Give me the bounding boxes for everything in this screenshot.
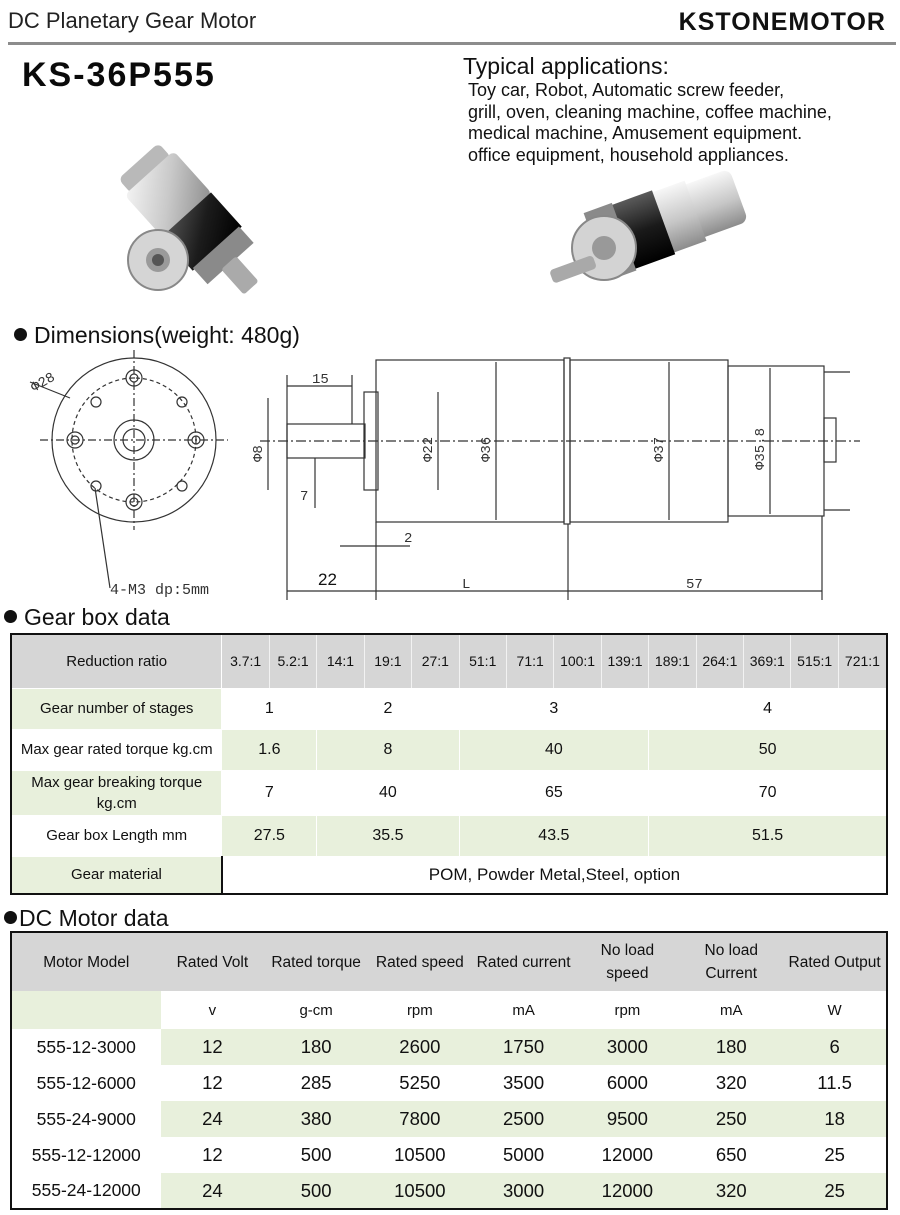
breaking-torque-cell: 7 bbox=[222, 770, 317, 815]
units-row bbox=[11, 991, 887, 1029]
table-row bbox=[11, 1137, 887, 1173]
motor-model-cell: 555-12-3000 bbox=[11, 1029, 161, 1065]
row-label: Reduction ratio bbox=[11, 634, 222, 688]
ratio-cell: 189:1 bbox=[649, 634, 696, 688]
dim-gear-dia: Φ36 bbox=[479, 436, 495, 462]
table-cell: 12 bbox=[161, 1137, 265, 1173]
table-cell: 285 bbox=[264, 1065, 368, 1101]
dim-motor-dia: Φ37 bbox=[652, 436, 668, 462]
ratio-cell: 71:1 bbox=[506, 634, 553, 688]
table-cell: 650 bbox=[679, 1137, 783, 1173]
table-cell: 3500 bbox=[472, 1065, 576, 1101]
row-label: Max gear breaking torque kg.cm bbox=[11, 770, 222, 815]
stages-cell: 4 bbox=[649, 688, 887, 729]
ratio-cell: 3.7:1 bbox=[222, 634, 269, 688]
ratio-cell: 51:1 bbox=[459, 634, 506, 688]
motor-table bbox=[10, 931, 888, 1210]
table-cell: 5250 bbox=[368, 1065, 472, 1101]
table-cell: 250 bbox=[679, 1101, 783, 1137]
rated-torque-cell: 40 bbox=[459, 729, 649, 770]
ratio-cell: 14:1 bbox=[317, 634, 364, 688]
breaking-torque-cell: 65 bbox=[459, 770, 649, 815]
table-cell: 3000 bbox=[575, 1029, 679, 1065]
table-row bbox=[11, 688, 887, 729]
ratio-cell: 100:1 bbox=[554, 634, 601, 688]
table-row bbox=[11, 815, 887, 856]
table-row bbox=[11, 1065, 887, 1101]
table-row bbox=[11, 770, 887, 815]
unit-cell bbox=[11, 991, 161, 1029]
column-header: Motor Model bbox=[11, 932, 161, 991]
motor-model-cell: 555-12-12000 bbox=[11, 1137, 161, 1173]
column-header: Rated current bbox=[472, 932, 576, 991]
table-cell: 10500 bbox=[368, 1173, 472, 1209]
motor-model-cell: 555-24-12000 bbox=[11, 1173, 161, 1209]
ratio-cell: 139:1 bbox=[601, 634, 648, 688]
breaking-torque-cell: 70 bbox=[649, 770, 887, 815]
table-row bbox=[11, 1029, 887, 1065]
row-label: Gear number of stages bbox=[11, 688, 222, 729]
table-row bbox=[11, 856, 887, 894]
dim-collar: 2 bbox=[404, 531, 413, 547]
ratio-cell: 721:1 bbox=[838, 634, 887, 688]
dimension-drawing bbox=[0, 350, 900, 605]
table-cell: 2600 bbox=[368, 1029, 472, 1065]
motor-model-cell: 555-12-6000 bbox=[11, 1065, 161, 1101]
unit-cell: rpm bbox=[368, 991, 472, 1029]
table-cell: 500 bbox=[264, 1137, 368, 1173]
page-title: DC Planetary Gear Motor bbox=[8, 8, 257, 33]
ratio-cell: 5.2:1 bbox=[269, 634, 316, 688]
ratio-cell: 369:1 bbox=[744, 634, 791, 688]
unit-cell: g-cm bbox=[264, 991, 368, 1029]
table-cell: 25 bbox=[783, 1173, 887, 1209]
bullet-icon bbox=[4, 610, 17, 623]
unit-cell: rpm bbox=[575, 991, 679, 1029]
dim-front-len: 22 bbox=[318, 570, 337, 589]
applications-line: Toy car, Robot, Automatic screw feeder, bbox=[468, 80, 785, 100]
table-row bbox=[11, 729, 887, 770]
motor-heading: DC Motor data bbox=[4, 905, 169, 932]
column-header: No load speed bbox=[575, 932, 679, 991]
table-cell: 12000 bbox=[575, 1137, 679, 1173]
table-cell: 25 bbox=[783, 1137, 887, 1173]
table-cell: 180 bbox=[679, 1029, 783, 1065]
row-label: Max gear rated torque kg.cm bbox=[11, 729, 222, 770]
table-cell: 24 bbox=[161, 1173, 265, 1209]
table-cell: 380 bbox=[264, 1101, 368, 1137]
table-cell: 6 bbox=[783, 1029, 887, 1065]
table-cell: 7800 bbox=[368, 1101, 472, 1137]
column-header: Rated Volt bbox=[161, 932, 265, 991]
ratio-cell: 264:1 bbox=[696, 634, 743, 688]
dim-shaft-dia: Φ8 bbox=[251, 445, 267, 462]
table-cell: 11.5 bbox=[783, 1065, 887, 1101]
column-header: Rated Output bbox=[783, 932, 887, 991]
brand-name: KSTONEMOTOR bbox=[678, 8, 886, 36]
length-cell: 51.5 bbox=[649, 815, 887, 856]
rated-torque-cell: 50 bbox=[649, 729, 887, 770]
table-cell: 10500 bbox=[368, 1137, 472, 1173]
stages-cell: 3 bbox=[459, 688, 649, 729]
motor-photo-right bbox=[540, 150, 780, 310]
table-cell: 24 bbox=[161, 1101, 265, 1137]
column-header: Rated speed bbox=[368, 932, 472, 991]
dim-boss-dia: Φ22 bbox=[421, 436, 437, 462]
unit-cell: v bbox=[161, 991, 265, 1029]
rated-torque-cell: 8 bbox=[317, 729, 459, 770]
table-cell: 12000 bbox=[575, 1173, 679, 1209]
stages-cell: 1 bbox=[222, 688, 317, 729]
table-cell: 9500 bbox=[575, 1101, 679, 1137]
gearbox-table bbox=[10, 633, 888, 895]
bullet-icon bbox=[14, 328, 27, 341]
table-header-row bbox=[11, 932, 887, 991]
bullet-icon bbox=[4, 911, 17, 924]
table-cell: 18 bbox=[783, 1101, 887, 1137]
table-cell: 12 bbox=[161, 1029, 265, 1065]
stages-cell: 2 bbox=[317, 688, 459, 729]
table-cell: 500 bbox=[264, 1173, 368, 1209]
table-cell: 2500 bbox=[472, 1101, 576, 1137]
material-cell: POM, Powder Metal,Steel, option bbox=[222, 856, 887, 894]
table-cell: 320 bbox=[679, 1173, 783, 1209]
gearbox-heading: Gear box data bbox=[4, 604, 170, 631]
length-cell: 35.5 bbox=[317, 815, 459, 856]
dim-end-dia: Φ35.8 bbox=[753, 427, 769, 470]
dim-holes: 4-M3 dp:5mm bbox=[110, 582, 210, 599]
rated-torque-cell: 1.6 bbox=[222, 729, 317, 770]
row-label: Gear material bbox=[11, 856, 222, 894]
length-cell: 43.5 bbox=[459, 815, 649, 856]
applications-line: grill, oven, cleaning machine, coffee machine, bbox=[468, 101, 832, 122]
table-cell: 12 bbox=[161, 1065, 265, 1101]
dim-flange-dia: Φ28 bbox=[28, 369, 59, 397]
row-label: Gear box Length mm bbox=[11, 815, 222, 856]
ratio-cell: 27:1 bbox=[412, 634, 459, 688]
table-row bbox=[11, 634, 887, 688]
dim-gear-len: L bbox=[462, 577, 471, 593]
unit-cell: mA bbox=[472, 991, 576, 1029]
applications-line: office equipment, household appliances. bbox=[468, 144, 789, 165]
motor-photo-left bbox=[100, 132, 290, 322]
ratio-cell: 19:1 bbox=[364, 634, 411, 688]
table-cell: 1750 bbox=[472, 1029, 576, 1065]
applications-line: medical machine, Amusement equipment. bbox=[468, 123, 803, 143]
table-row bbox=[11, 1101, 887, 1137]
table-cell: 180 bbox=[264, 1029, 368, 1065]
dim-motor-len: 57 bbox=[686, 577, 703, 593]
table-cell: 6000 bbox=[575, 1065, 679, 1101]
header-divider bbox=[8, 42, 896, 45]
motor-model-cell: 555-24-9000 bbox=[11, 1101, 161, 1137]
breaking-torque-cell: 40 bbox=[317, 770, 459, 815]
table-row bbox=[11, 1173, 887, 1209]
dimensions-heading: Dimensions(weight: 480g) bbox=[14, 322, 300, 349]
table-cell: 320 bbox=[679, 1065, 783, 1101]
column-header: Rated torque bbox=[264, 932, 368, 991]
length-cell: 27.5 bbox=[222, 815, 317, 856]
dim-flat: 7 bbox=[300, 489, 309, 505]
table-cell: 5000 bbox=[472, 1137, 576, 1173]
table-cell: 3000 bbox=[472, 1173, 576, 1209]
unit-cell: mA bbox=[679, 991, 783, 1029]
applications-title: Typical applications: bbox=[463, 53, 669, 79]
dim-shaft-len: 15 bbox=[312, 372, 329, 388]
column-header: No load Current bbox=[679, 932, 783, 991]
ratio-cell: 515:1 bbox=[791, 634, 838, 688]
unit-cell: W bbox=[783, 991, 887, 1029]
model-number: KS-36P555 bbox=[22, 56, 216, 94]
